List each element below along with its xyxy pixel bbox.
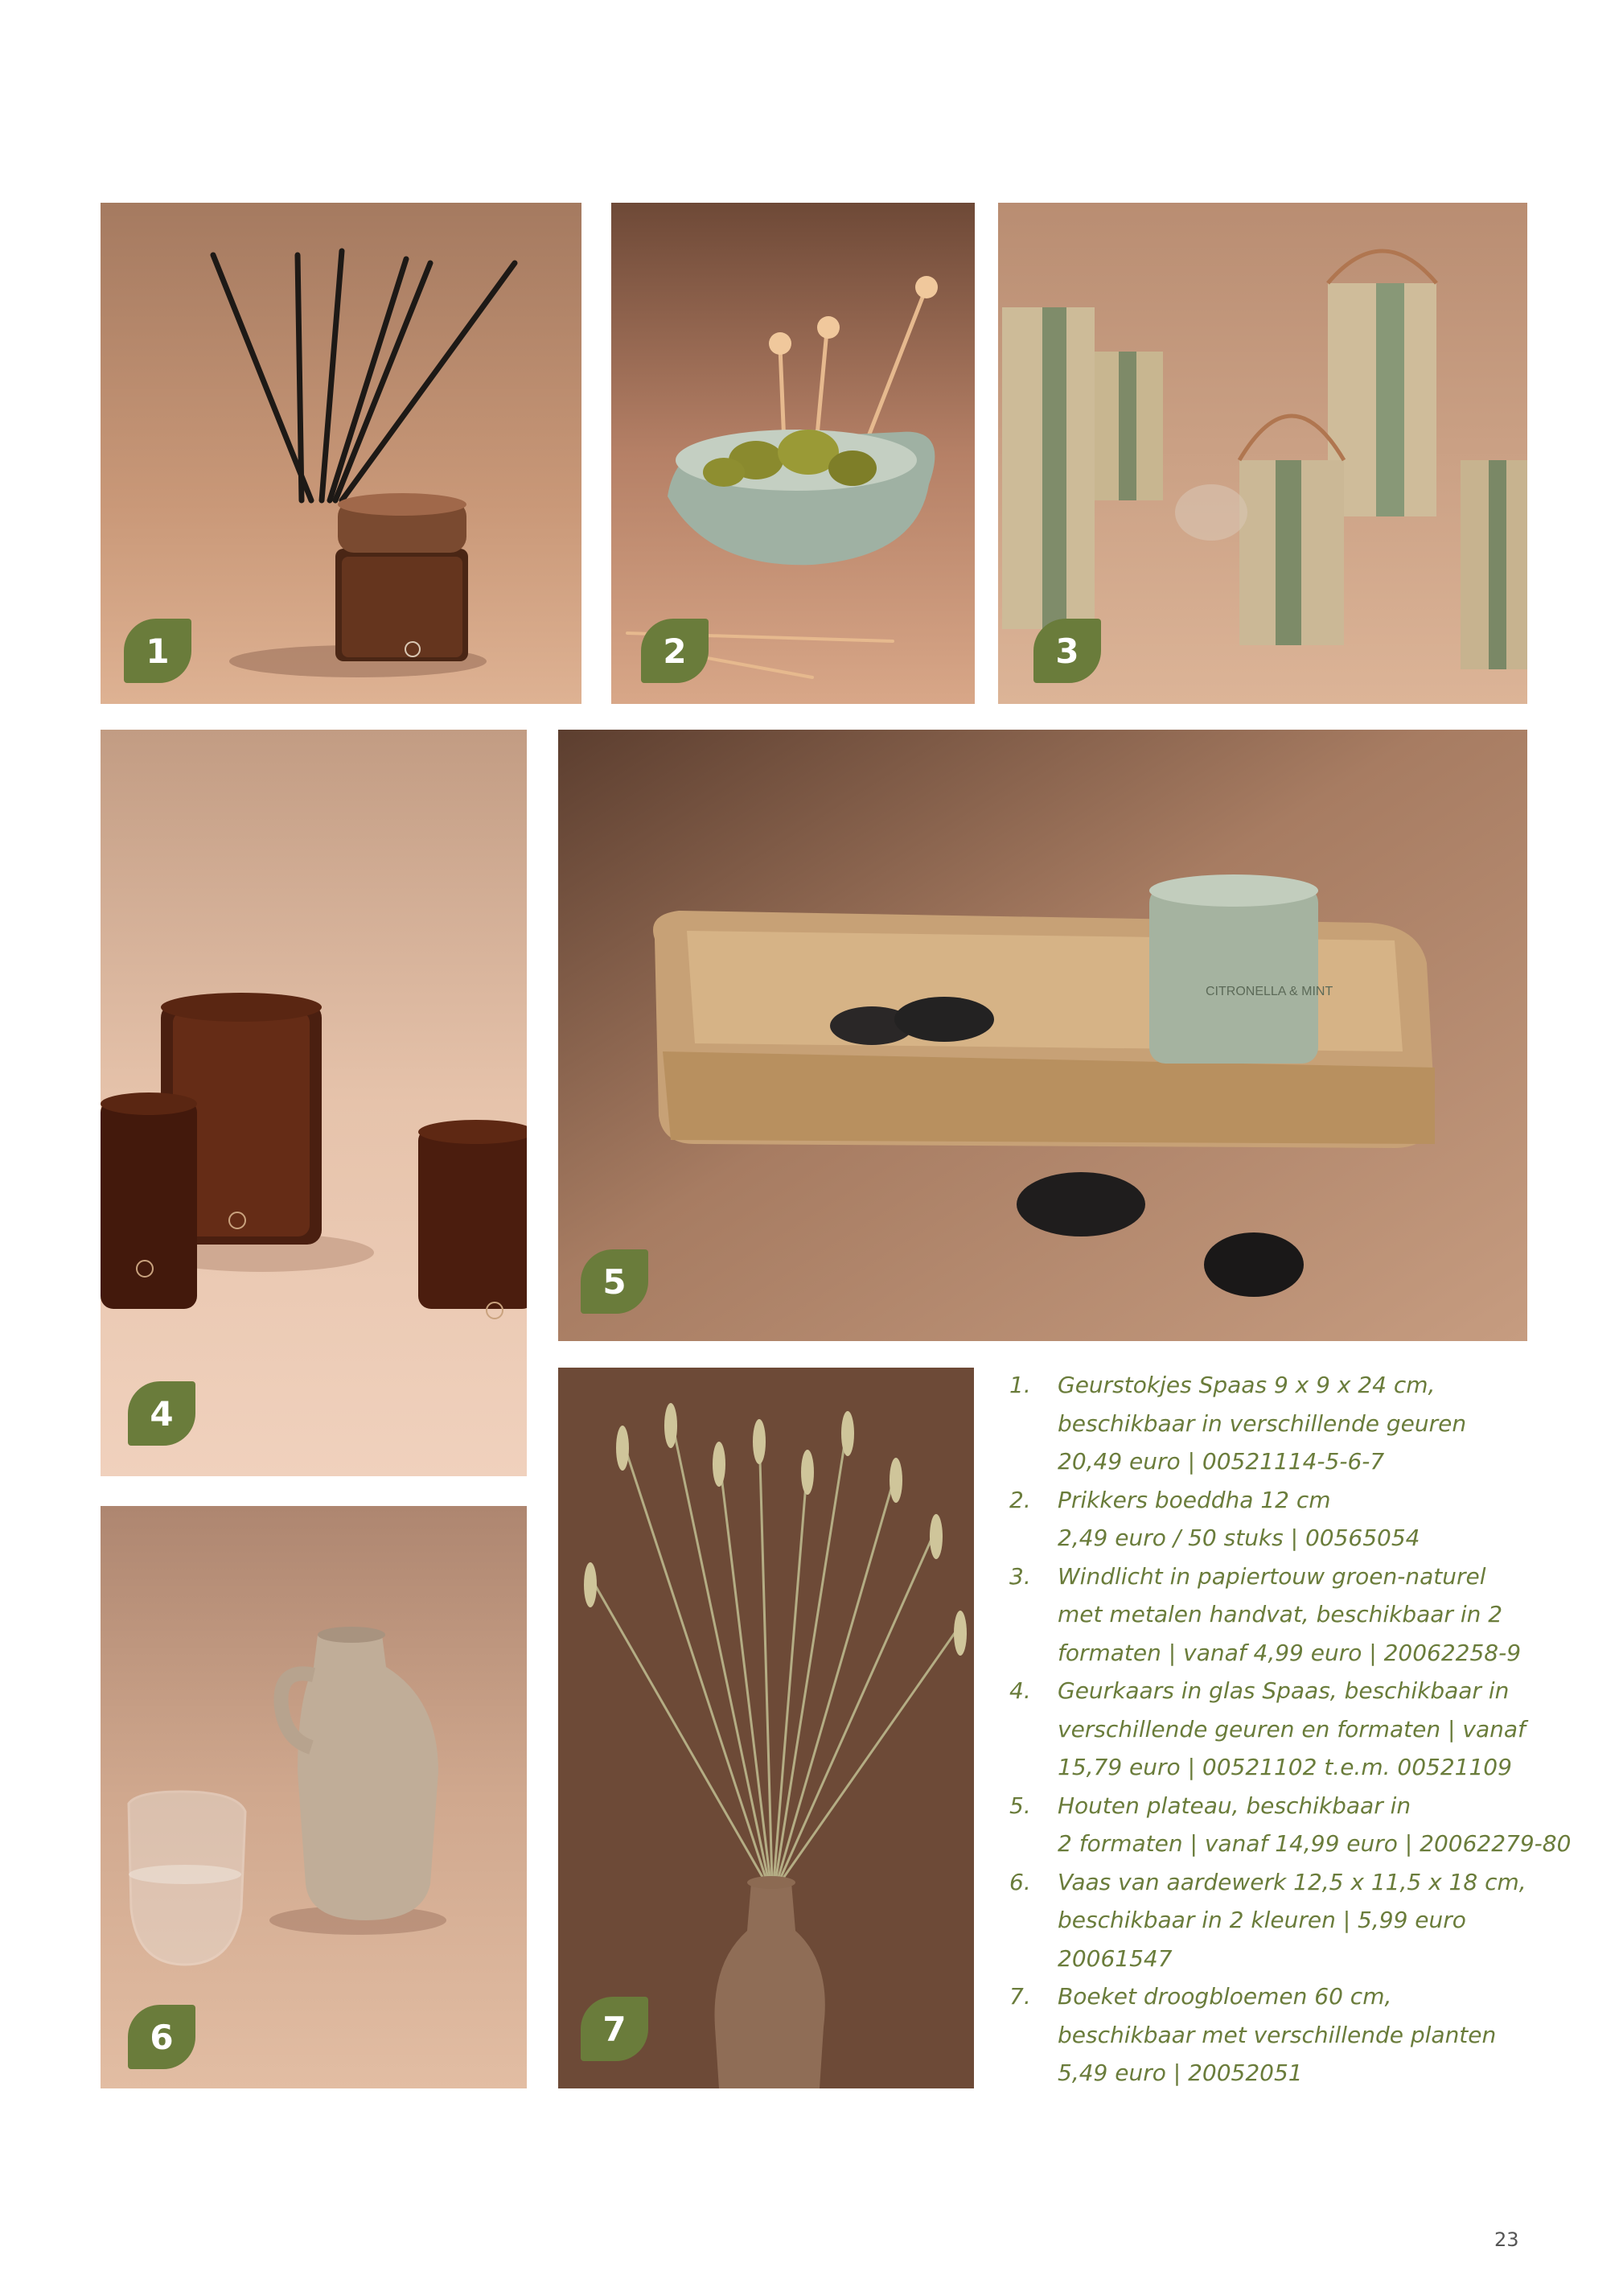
legend-text: Geurkaars in glas Spaas, beschikbaar in verschillende geuren en formaten | vanaf 15,79 euro | 00521102 t.e.m. 00521109 [1058, 1677, 1526, 1780]
legend-item [1009, 1863, 1572, 1978]
photo-lanterns [998, 203, 1527, 704]
dried-bouquet-image [558, 1368, 974, 2088]
legend-item [1009, 1481, 1572, 1557]
legend-text: Vaas van aardewerk 12,5 x 11,5 x 18 cm, beschikbaar in 2 kleuren | 5,99 euro 20061547 [1058, 1868, 1526, 1972]
legend-number: 2. [1009, 1486, 1031, 1513]
legend-number: 7. [1009, 1983, 1031, 2010]
photo-candles [101, 730, 527, 1476]
legend-text: Geurstokjes Spaas 9 x 9 x 24 cm, beschikbaar in verschillende geuren 20,49 euro | 00521114-5-6-7 [1058, 1372, 1467, 1475]
legend-item [1009, 1977, 1572, 2092]
legend-number: 6. [1009, 1868, 1031, 1895]
candle-label: CITRONELLA & MINT [1206, 985, 1333, 998]
photo-wooden-tray [558, 730, 1527, 1341]
badge-5: 5 [581, 1249, 648, 1314]
legend-item [1009, 1672, 1572, 1787]
legend-text: Houten plateau, beschikbaar in 2 formaten | vanaf 14,99 euro | 20062279-80 [1058, 1792, 1572, 1857]
legend-number: 5. [1009, 1792, 1031, 1819]
photo-dried-bouquet [558, 1368, 974, 2088]
badge-1: 1 [124, 619, 191, 683]
badge-7: 7 [581, 1997, 648, 2061]
badge-2: 2 [641, 619, 709, 683]
legend-text: Windlicht in papiertouw groen-naturel met metalen handvat, beschikbaar in 2 formaten | vanaf 4,99 euro | 20062258-9 [1058, 1562, 1522, 1666]
photo-vase [101, 1506, 527, 2088]
legend-text: Prikkers boeddha 12 cm 2,49 euro / 50 stuks | 00565054 [1058, 1486, 1420, 1551]
product-legend [1009, 1366, 1572, 2092]
photo-olive-bowl [611, 203, 975, 704]
badge-3: 3 [1033, 619, 1101, 683]
wooden-tray-image [558, 730, 1527, 1341]
candles-image [101, 730, 527, 1476]
legend-item [1009, 1366, 1572, 1481]
legend-item [1009, 1787, 1572, 1863]
page-number: 23 [1494, 2228, 1519, 2251]
badge-6: 6 [128, 2005, 195, 2069]
legend-item [1009, 1557, 1572, 1673]
legend-number: 3. [1009, 1562, 1031, 1590]
photo-reed-diffuser [101, 203, 581, 704]
badge-4: 4 [128, 1381, 195, 1446]
vase-image [101, 1506, 527, 2088]
legend-number: 4. [1009, 1677, 1031, 1704]
legend-number: 1. [1009, 1372, 1031, 1398]
legend-text: Boeket droogbloemen 60 cm, beschikbaar met verschillende planten 5,49 euro | 20052051 [1058, 1983, 1497, 2086]
